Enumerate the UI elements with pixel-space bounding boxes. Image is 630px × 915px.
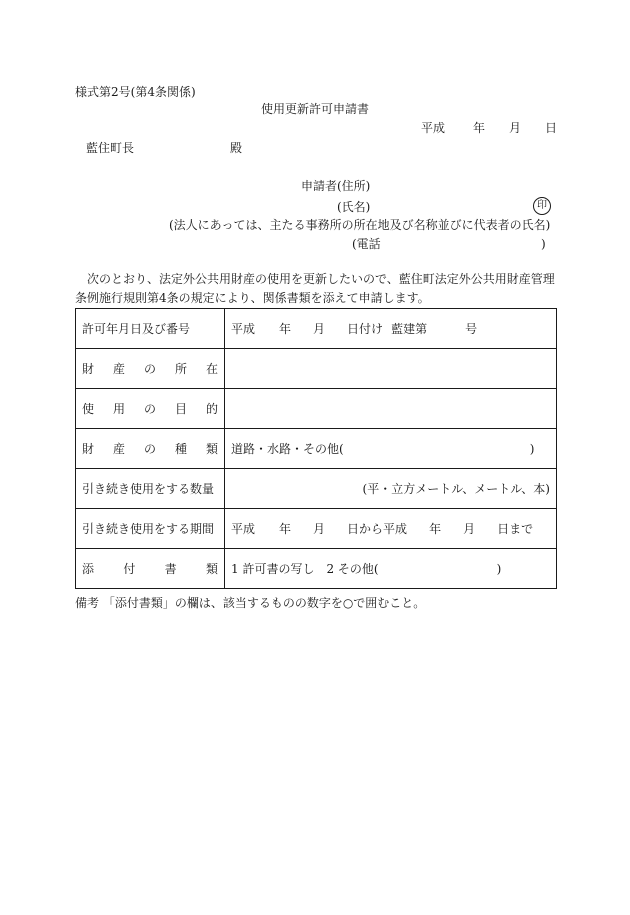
date-year: 年 xyxy=(473,121,486,135)
applicant-corporate-note: (法人にあっては、主たる事務所の所在地及び名称並びに代表者の氏名) xyxy=(169,218,551,232)
label-char: 類 xyxy=(205,442,218,456)
seal-icon: 印 xyxy=(533,197,551,215)
row-label: 許可年月日及び番号 xyxy=(76,309,225,349)
row-label xyxy=(76,549,225,589)
period-until: 日まで xyxy=(497,522,534,536)
applicant-tel-label: (電話 xyxy=(352,237,381,251)
table-row xyxy=(76,469,557,509)
label-char: 産 xyxy=(112,442,125,456)
property-location-field[interactable] xyxy=(225,349,557,389)
label-char: の xyxy=(143,362,156,376)
property-type-field[interactable] xyxy=(225,429,557,469)
quantity-units: (平・立方メートル、メートル、本) xyxy=(362,482,550,496)
field-year: 年 xyxy=(279,322,292,336)
date-month: 月 xyxy=(509,121,522,135)
application-statement: 次のとおり、法定外公共用財産の使用を更新したいので、藍住町法定外公共用財産管理条例施行規則第4条の規定により、関係書類を添えて申請します。 xyxy=(75,272,555,305)
period-year-start: 年 xyxy=(279,522,292,536)
row-label-spread xyxy=(82,360,218,377)
application-date xyxy=(421,120,557,136)
page-title: 使用更新許可申請書 xyxy=(260,102,369,116)
label-char: 目 xyxy=(174,402,187,416)
label-char: 所 xyxy=(174,362,187,376)
row-label xyxy=(76,429,225,469)
label-char: 財 xyxy=(82,442,95,456)
attachment-item-2: 2 その他( xyxy=(326,562,379,576)
permit-date-number-field[interactable] xyxy=(225,309,557,349)
field-org: 藍建第 xyxy=(391,322,428,336)
applicant-name-label: (氏名) xyxy=(337,200,371,214)
label-char: 用 xyxy=(112,402,125,416)
row-label xyxy=(76,389,225,429)
row-label-spread xyxy=(82,440,218,457)
label-char: 在 xyxy=(205,362,218,376)
label-char: の xyxy=(143,442,156,456)
label-char: 的 xyxy=(205,402,218,416)
period-month-end: 月 xyxy=(463,522,476,536)
field-month: 月 xyxy=(313,322,326,336)
applicant-address-label: 申請者(住所) xyxy=(301,179,371,193)
period-era: 平成 xyxy=(231,522,256,536)
table-row xyxy=(76,549,557,589)
row-label: 引き続き使用をする数量 xyxy=(76,469,225,509)
usage-purpose-field[interactable] xyxy=(225,389,557,429)
application-form-table xyxy=(75,308,557,589)
label-char: 産 xyxy=(112,362,125,376)
attachment-close: ) xyxy=(496,562,502,576)
attachments-field[interactable] xyxy=(225,549,557,589)
remark-note: 備考 「添付書類」の欄は、該当するものの数字を○で囲むこと。 xyxy=(75,596,426,610)
table-row xyxy=(76,389,557,429)
date-day: 日 xyxy=(545,121,558,135)
period-year-end: 年 xyxy=(429,522,442,536)
label-char: 付 xyxy=(123,562,136,576)
applicant-tel-close: ) xyxy=(541,237,546,251)
label-char: 書 xyxy=(164,562,177,576)
label-char: 使 xyxy=(82,402,95,416)
addressee: 藍住町長 xyxy=(86,141,135,155)
label-char: の xyxy=(143,402,156,416)
date-era: 平成 xyxy=(421,121,446,135)
field-era: 平成 xyxy=(231,322,256,336)
form-number: 様式第2号(第4条関係) xyxy=(75,85,196,99)
field-dated: 日付け xyxy=(347,322,384,336)
table-row xyxy=(76,429,557,469)
table-row xyxy=(76,349,557,389)
attachment-item-1: 1 許可書の写し xyxy=(231,562,315,576)
field-number: 号 xyxy=(465,322,478,336)
period-from: 日から平成 xyxy=(347,522,408,536)
row-label-spread xyxy=(82,400,218,417)
row-label-spread xyxy=(82,560,218,577)
row-label: 引き続き使用をする期間 xyxy=(76,509,225,549)
table-row xyxy=(76,309,557,349)
label-char: 添 xyxy=(82,562,95,576)
period-month-start: 月 xyxy=(313,522,326,536)
property-type-options: 道路・水路・その他( xyxy=(231,442,344,456)
table-row xyxy=(76,509,557,549)
usage-period-field[interactable] xyxy=(225,509,557,549)
label-char: 財 xyxy=(82,362,95,376)
label-char: 類 xyxy=(205,562,218,576)
label-char: 種 xyxy=(174,442,187,456)
honorific: 殿 xyxy=(230,141,243,155)
quantity-field[interactable] xyxy=(225,469,557,509)
row-label xyxy=(76,349,225,389)
property-type-close: ) xyxy=(529,442,535,456)
